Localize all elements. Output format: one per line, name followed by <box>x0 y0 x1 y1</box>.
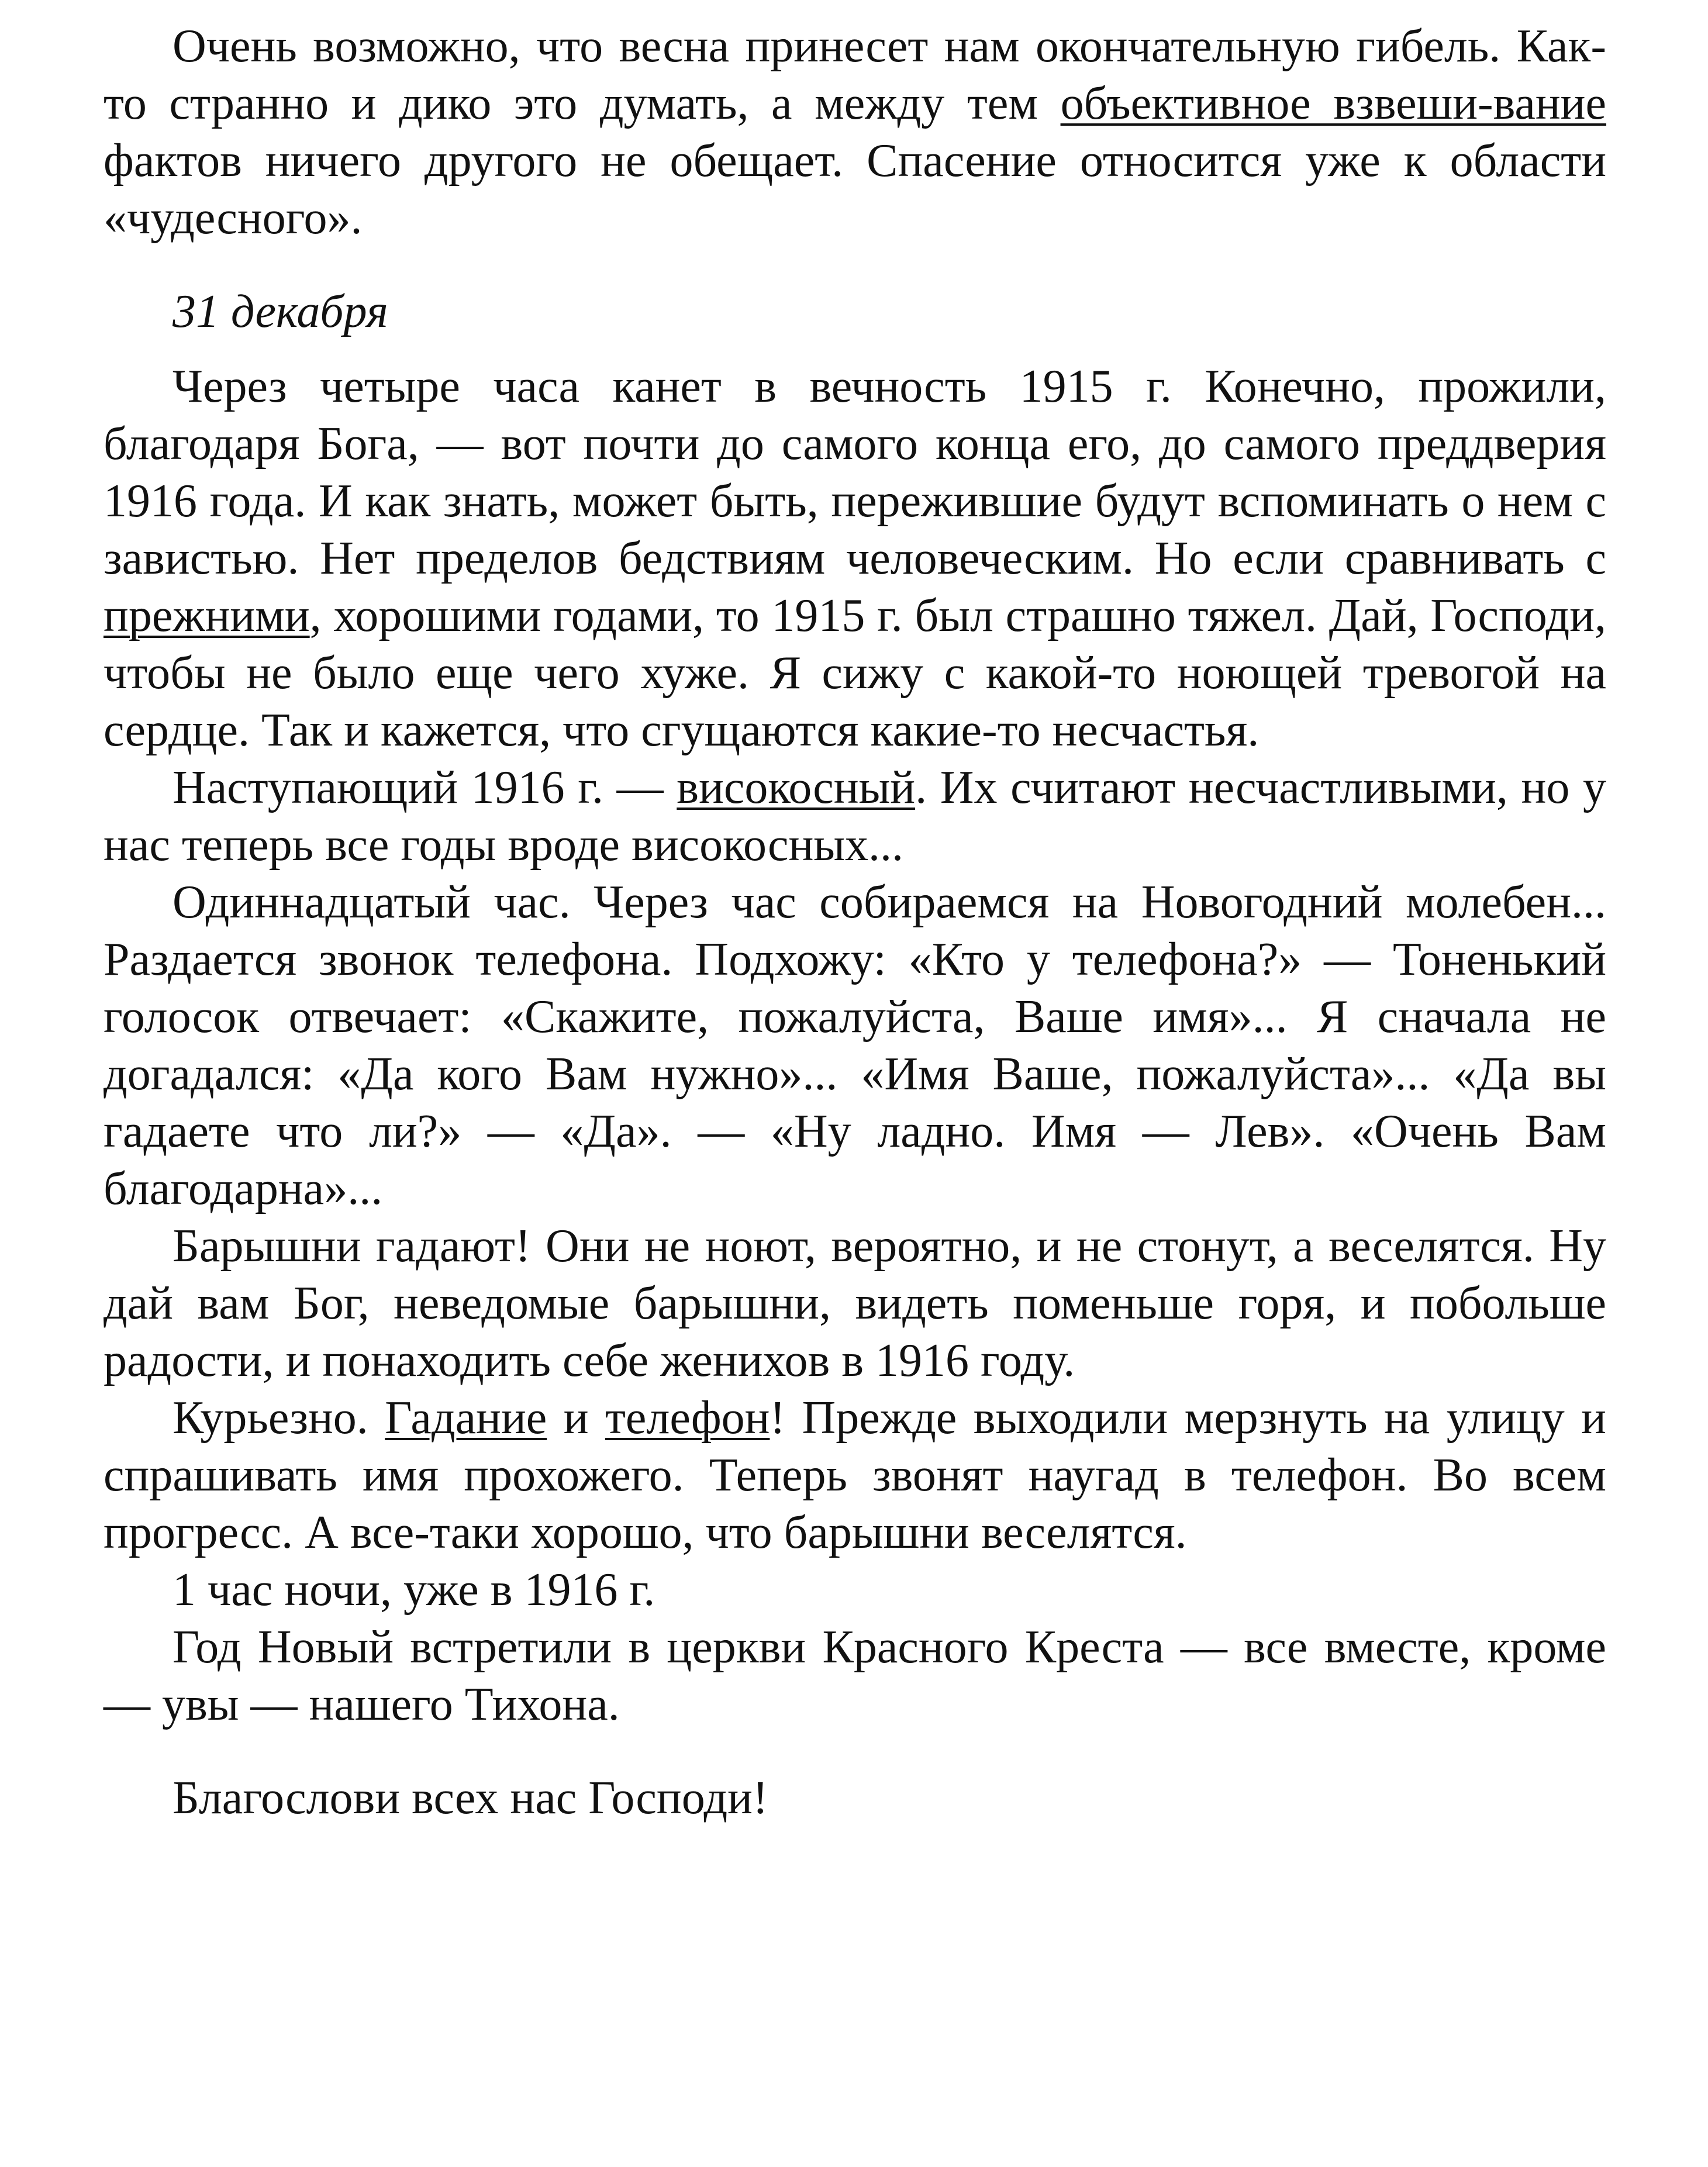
paragraph-4: Одиннадцатый час. Через час собираемся на Новогодний молебен... Раздается звонок телефона. Подхожу: «Кто у телефона?» — Тоненький голосок отвечает: «Скажите, пожалуйста, Ваше имя»... Я сначала не догадался: «Да кого Вам нужно»... «Имя Ваше, пожалуйста»... «Да вы гадаете что ли?» — «Да». — «Ну ладно. Имя — Лев». «Очень Вам благодарна»... <box>103 877 1606 1214</box>
underlined-word: високосный <box>677 762 916 813</box>
paragraph-1-text-b: фактов ничего другого не обещает. Спасение относится уже к области «чудесного». <box>103 135 1606 244</box>
paragraph-3-text-a: Наступающий 1916 г. — <box>172 762 677 813</box>
paragraph-9: Благослови всех нас Господи! <box>172 1772 768 1824</box>
paragraph-2-text-a: Через четыре часа канет в вечность 1915 г. Конечно, прожили, благодаря Бога, — вот почти до самого конца его, до самого преддверия 1916 года. И как знать, может быть, пережившие будут вспоминать о нем с завистью. Нет пределов бедствиям человеческим. Но если сравнивать с <box>103 361 1606 584</box>
paragraph-6 <box>103 1389 1606 1561</box>
paragraph-3-text-b: . Их считают несчастливыми, но у нас теперь все годы вроде високосных... <box>103 762 1606 871</box>
paragraph-5: Барышни гадают! Они не ноют, вероятно, и не стонут, а веселятся. Ну дай вам Бог, неведомые барышни, видеть поменьше горя, и побольше радости, и понаходить себе женихов в 1916 году. <box>103 1220 1606 1386</box>
entry-date: 31 декабря <box>172 286 388 337</box>
underlined-word: прежними <box>103 590 310 641</box>
underlined-word: Гадание <box>385 1392 547 1444</box>
paragraph-6-text-a: Курьезно. <box>172 1392 385 1444</box>
paragraph-3 <box>103 759 1606 874</box>
paragraph-7: 1 час ночи, уже в 1916 г. <box>172 1564 655 1616</box>
underlined-word: телефон <box>605 1392 770 1444</box>
underlined-phrase: объективное взвеши-вание <box>1060 78 1607 129</box>
paragraph-2-text-b: , хорошими годами, то 1915 г. был страшно тяжел. Дай, Господи, чтобы не было еще чего хуже. Я сижу с какой-то ноющей тревогой на сердце. Так и кажется, что сгущаются какие-то несчастья. <box>103 590 1606 756</box>
paragraph-6-text-b: ! Прежде выходили мерзнуть на улицу и спрашивать имя прохожего. Теперь звонят наугад в телефон. Во всем прогресс. А все-таки хорошо, что барышни веселятся. <box>103 1392 1606 1558</box>
paragraph-6-text-mid: и <box>547 1392 605 1444</box>
paragraph-2 <box>103 358 1606 759</box>
diary-page <box>103 18 1606 1827</box>
paragraph-1 <box>103 18 1606 247</box>
paragraph-1-text-a: Очень возможно, что весна принесет нам окончательную гибель. Как-то странно и дико это думать, а между тем <box>103 20 1606 129</box>
paragraph-8: Год Новый встретили в церкви Красного Креста — все вместе, кроме — увы — нашего Тихона. <box>103 1621 1606 1730</box>
